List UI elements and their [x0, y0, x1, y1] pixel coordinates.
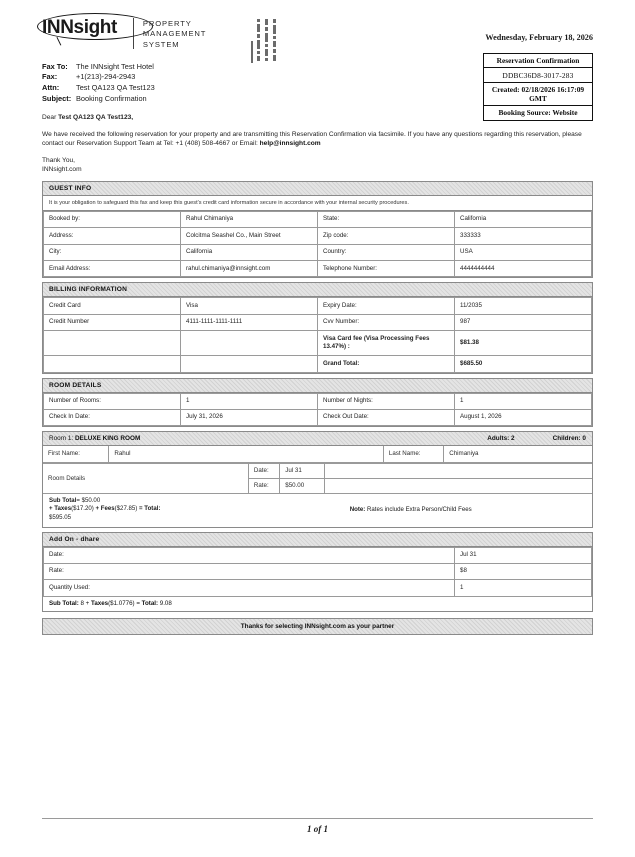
fax-attn-value: Test QA123 QA Test123: [76, 83, 155, 93]
add-on-sub-total-label: Sub Total:: [49, 600, 79, 608]
room-details-block: [42, 378, 593, 428]
letter-salutation-name: Test QA123 QA Test123,: [58, 114, 134, 122]
room-note-label: Note:: [349, 505, 366, 513]
table-row: [44, 580, 592, 596]
cover-letter: [42, 113, 594, 175]
letter-salutation-prefix: Dear: [42, 114, 59, 122]
room-1-name: [49, 435, 487, 442]
billing-table: [43, 297, 592, 372]
check-in-label: Check In Date:: [44, 409, 181, 425]
state-label: State:: [318, 211, 455, 227]
letter-body-text: We have received the following reservation for your property and are transmitting this Reservation Confirmation via facsimile. If you have any questions regarding this reservation, please contact our Reservation Support Team at Tel: +1 (408) 508-4667 or Email:: [42, 130, 582, 148]
room-1-rate-section: [43, 464, 592, 494]
rate-date-value: Jul 31: [280, 464, 325, 479]
support-email-link[interactable]: help@innsight.com: [259, 140, 321, 148]
table-row: [44, 563, 592, 579]
credit-number-label: Credit Number: [44, 314, 181, 330]
number-of-nights-value: 1: [455, 393, 592, 409]
add-on-quantity-value: 1: [455, 580, 592, 596]
number-of-rooms-value: 1: [181, 393, 318, 409]
fax-attn-label: Attn:: [42, 83, 60, 93]
telephone-label: Telephone Number:: [318, 261, 455, 277]
first-name-label: First Name:: [43, 446, 109, 462]
check-in-value: July 31, 2026: [181, 409, 318, 425]
table-row: [44, 393, 592, 409]
cvv-label: Cvv Number:: [318, 314, 455, 330]
room-sub-total-value: = $50.00: [76, 496, 101, 504]
logo-oval-icon: [37, 13, 153, 40]
billing-spacer-cell-2: [181, 331, 318, 356]
telephone-value: 4444444444: [455, 261, 592, 277]
table-row: [44, 331, 592, 356]
billing-spacer-cell: [44, 331, 181, 356]
room-details-table: [43, 393, 592, 427]
email-label: Email Address:: [44, 261, 181, 277]
add-on-subtotal: [43, 597, 592, 611]
table-row: [44, 356, 592, 372]
number-of-nights-label: Number of Nights:: [318, 393, 455, 409]
credit-card-value: Visa: [181, 298, 318, 314]
guest-info-block: [42, 181, 593, 279]
fax-to-label: Fax To:: [42, 61, 68, 71]
guest-name-table: [43, 446, 592, 462]
confirmation-title: Reservation Confirmation: [484, 54, 592, 68]
table-row: [249, 464, 592, 479]
confirmation-number: DDBC36D8-3017-283: [484, 68, 592, 82]
billing-information-block: [42, 282, 593, 373]
room-details-section-label: Room Details: [43, 464, 249, 493]
check-out-value: August 1, 2026: [455, 409, 592, 425]
last-name-label: Last Name:: [383, 446, 443, 462]
fax-number-value: +1(213)-294-2943: [76, 72, 136, 82]
add-on-date-value: Jul 31: [455, 547, 592, 563]
document-date: Wednesday, February 18, 2026: [485, 33, 593, 42]
grand-total-label: Grand Total:: [318, 356, 455, 372]
letter-signature-line2: INNsight.com: [42, 166, 82, 174]
add-on-taxes-value: ($1.0776) =: [108, 600, 142, 608]
reservation-confirmation-box: [483, 53, 593, 121]
room-sub-total-label: Sub Total: [49, 496, 77, 504]
room-1-note: [350, 497, 472, 523]
billing-spacer-cell-4: [181, 356, 318, 372]
fax-subject-label: Subject:: [42, 93, 72, 103]
add-on-quantity-label: Quantity Used:: [44, 580, 455, 596]
add-on-heading: [43, 533, 592, 547]
table-row: [44, 211, 592, 227]
room-rate-table: [249, 464, 592, 493]
expiry-date-label: Expiry Date:: [318, 298, 455, 314]
table-row: [43, 446, 592, 462]
billing-spacer-cell-3: [44, 356, 181, 372]
last-name-value: Chimaniya: [444, 446, 592, 462]
state-value: California: [455, 211, 592, 227]
logo-tagline-line2: MANAGEMENT: [142, 29, 207, 39]
page-number: 1 of 1: [307, 824, 328, 834]
confirmation-booking-source: Booking Source: Website: [498, 108, 578, 118]
thanks-banner: Thanks for selecting INNsight.com as your partner: [42, 618, 593, 635]
country-label: Country:: [318, 244, 455, 260]
add-on-sub-total-value: 8 +: [78, 600, 92, 608]
number-of-rooms-label: Number of Rooms:: [44, 393, 181, 409]
add-on-rate-label: Rate:: [44, 563, 455, 579]
fax-barcode-artifact: [249, 17, 283, 63]
add-on-total-label: Total:: [141, 600, 159, 608]
credit-card-label: Credit Card: [44, 298, 181, 314]
room-taxes-label: + Taxes: [49, 505, 72, 513]
table-row: [44, 261, 592, 277]
room-1-adults: Adults: 2: [487, 435, 515, 443]
room-taxes-value: ($17.20): [71, 505, 94, 513]
table-row: [44, 298, 592, 314]
document-footer: [0, 818, 635, 834]
logo-tagline-line1: PROPERTY: [142, 19, 192, 28]
reservation-sheet: [42, 181, 593, 635]
booked-by-label: Booked by:: [44, 211, 181, 227]
add-on-block: [42, 532, 593, 612]
email-value: rahul.chimaniya@innsight.com: [181, 261, 318, 277]
card-fee-label: Visa Card fee (Visa Processing Fees 13.47%) :: [318, 331, 455, 356]
billing-heading: BILLING INFORMATION: [43, 283, 592, 297]
room-fees-label: + Fees: [95, 505, 115, 513]
logo-tagline-line3: SYSTEM: [142, 39, 180, 49]
first-name-value: Rahul: [109, 446, 384, 462]
room-note-text: Rates include Extra Person/Child Fees: [365, 505, 472, 513]
guest-info-notice: It is your obligation to safeguard this fax and keep this guest's credit card information secure in accordance with your internal security procedures.: [43, 196, 592, 211]
letter-body: [42, 130, 594, 149]
cvv-value: 987: [455, 314, 592, 330]
credit-number-value: 4111-1111-1111-1111: [181, 314, 318, 330]
innsight-logo-text: [42, 18, 117, 37]
room-1-totals: [43, 494, 592, 527]
room-1-band: [43, 432, 592, 446]
rate-amount-blank-cell: [324, 478, 592, 493]
rate-amount-label: Rate:: [249, 478, 280, 493]
add-on-taxes-label: Taxes: [91, 600, 109, 608]
table-row: [44, 228, 592, 244]
table-row: [44, 547, 592, 563]
room-1-prefix: Room 1:: [49, 435, 75, 443]
room-1-block: [42, 431, 593, 527]
expiry-date-value: 11/2035: [455, 298, 592, 314]
guest-info-heading: GUEST INFO: [43, 182, 592, 196]
check-out-label: Check Out Date:: [318, 409, 455, 425]
address-label: Address:: [44, 228, 181, 244]
booked-by-value: Rahul Chimaniya: [181, 211, 318, 227]
fax-to-value: The INNsight Test Hotel: [76, 61, 154, 71]
add-on-rate-value: $8: [455, 563, 592, 579]
room-1-type: DELUXE KING ROOM: [74, 435, 141, 443]
room-fees-value: ($27.85): [114, 505, 138, 513]
room-1-guest-names: [43, 446, 592, 463]
table-row: [44, 314, 592, 330]
grand-total-value: $685.50: [455, 356, 592, 372]
room-total-value: $595.05: [49, 513, 72, 521]
rate-amount-value: $50.00: [280, 478, 325, 493]
room-total-label: = Total:: [139, 505, 161, 513]
guest-info-table: [43, 211, 592, 278]
table-row: [44, 409, 592, 425]
fax-subject-value: Booking Confirmation: [76, 93, 147, 103]
zip-label: Zip code:: [318, 228, 455, 244]
add-on-total-value: 9.08: [158, 600, 172, 608]
room-details-heading: ROOM DETAILS: [43, 379, 592, 393]
room-1-totals-text: [49, 497, 350, 523]
room-rate-grid: [249, 464, 592, 493]
rate-date-label: Date:: [249, 464, 280, 479]
zip-value: 333333: [455, 228, 592, 244]
logo-wordmark: INNsight: [42, 17, 117, 38]
document-header: [0, 0, 635, 175]
confirmation-created: Created: 02/18/2026 16:17:09 GMT: [484, 83, 592, 106]
logo-tagline: [143, 18, 206, 50]
card-fee-value: $81.38: [455, 331, 592, 356]
city-label: City:: [44, 244, 181, 260]
country-value: USA: [455, 244, 592, 260]
city-value: California: [181, 244, 318, 260]
add-on-table: [43, 547, 592, 597]
add-on-date-label: Date:: [44, 547, 455, 563]
add-on-heading-name: dhare: [80, 535, 100, 543]
table-row: [44, 244, 592, 260]
fax-number-label: Fax:: [42, 72, 58, 82]
table-row: [249, 478, 592, 493]
letter-signature-line1: Thank You,: [42, 157, 75, 165]
letter-signature: [42, 156, 594, 175]
rate-date-blank-cell: [324, 464, 592, 479]
room-1-children: Children: 0: [552, 435, 586, 443]
address-value: Colcitma Seashel Co., Main Street: [181, 228, 318, 244]
add-on-heading-prefix: Add On -: [49, 535, 81, 543]
